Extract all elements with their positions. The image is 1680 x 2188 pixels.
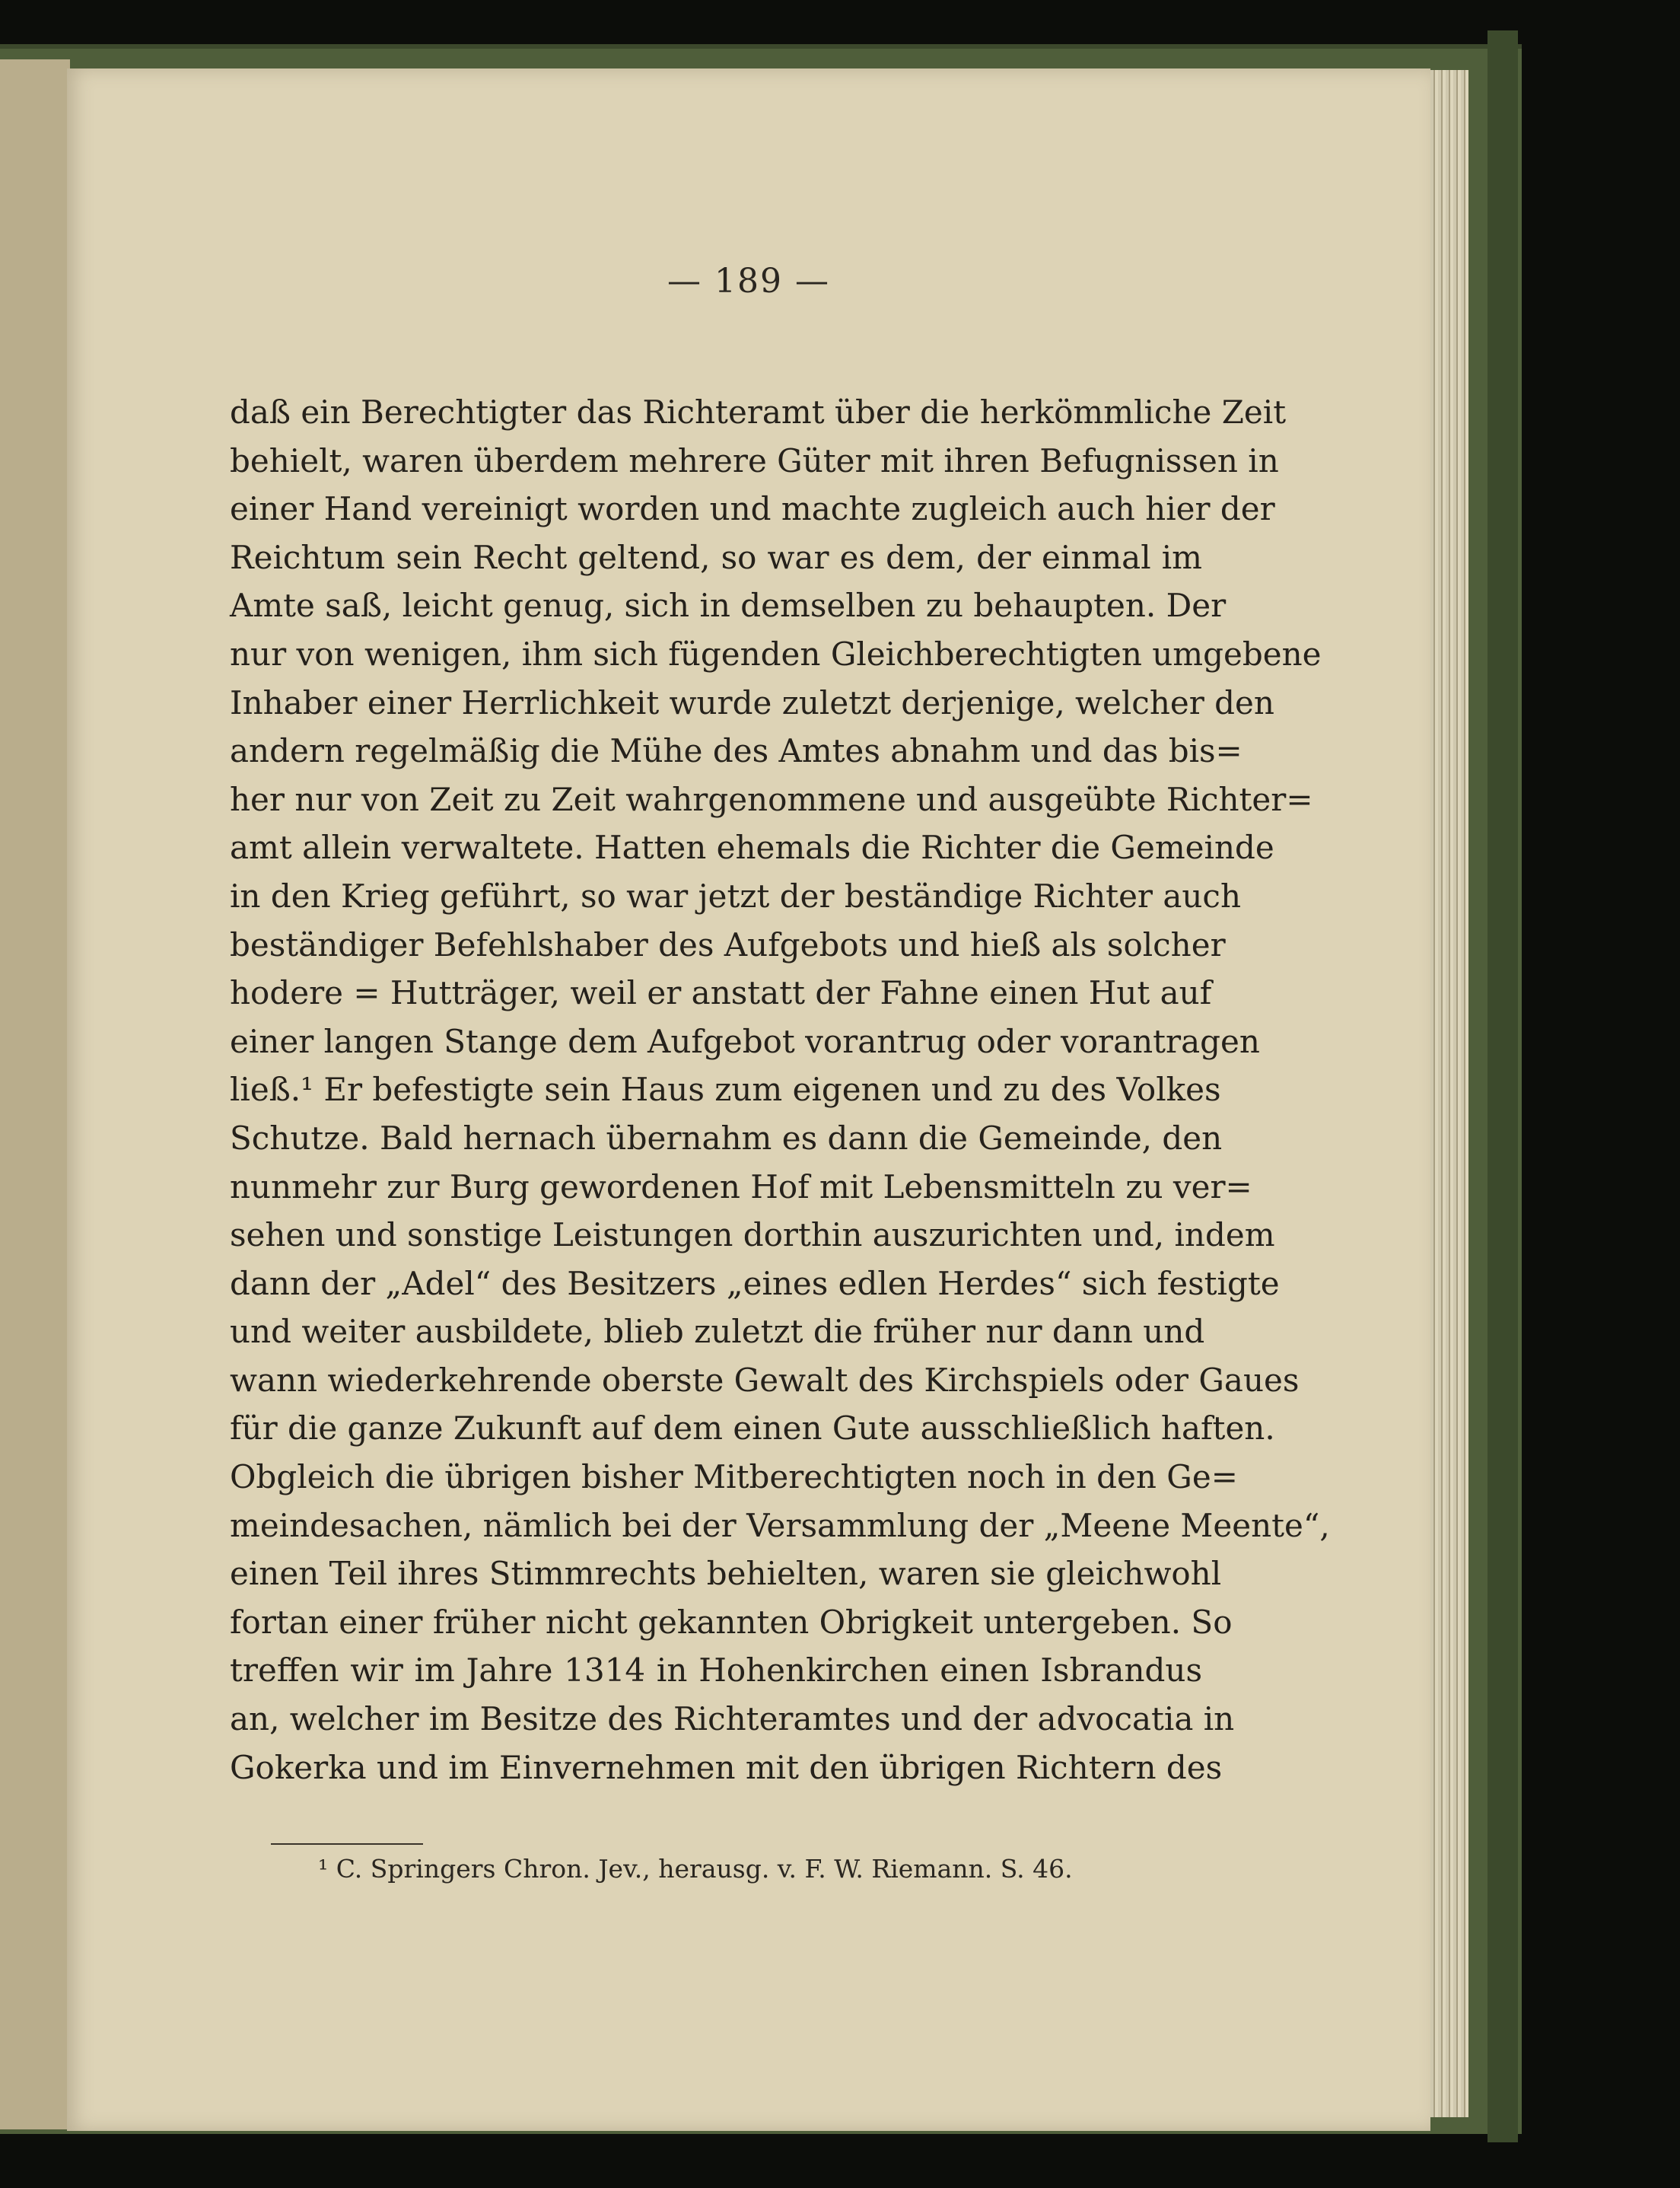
- text-line: nur von wenigen, ihm sich fügenden Gleichberechtigten umgebene: [230, 635, 1322, 673]
- body-text: [230, 388, 1330, 1791]
- text-line: andern regelmäßig die Mühe des Amtes abnahm und das bis=: [230, 732, 1242, 770]
- text-line: Obgleich die übrigen bisher Mitberechtigten noch in den Ge=: [230, 1458, 1238, 1496]
- book-page: [67, 68, 1430, 2131]
- text-line: für die ganze Zukunft auf dem einen Gute ausschließlich haften.: [230, 1409, 1275, 1448]
- text-line: Inhaber einer Herrlichkeit wurde zuletzt derjenige, welcher den: [230, 683, 1274, 721]
- text-line: meindesachen, nämlich bei der Versammlung der „Meene Meente“,: [230, 1506, 1330, 1544]
- text-line: wann wiederkehrende oberste Gewalt des Kirchspiels oder Gaues: [230, 1361, 1300, 1399]
- footnote-divider: [271, 1843, 423, 1845]
- facing-page-edge: [0, 59, 70, 2129]
- book-spine-edge: [1488, 30, 1518, 2142]
- text-line: treffen wir im Jahre 1314 in Hohenkirchen einen Isbrandus: [230, 1651, 1202, 1690]
- text-line: Gokerka und im Einvernehmen mit den übrigen Richtern des: [230, 1748, 1223, 1786]
- text-line: nunmehr zur Burg gewordenen Hof mit Lebensmitteln zu ver=: [230, 1167, 1252, 1205]
- text-line: beständiger Befehlshaber des Aufgebots und hieß als solcher: [230, 925, 1226, 963]
- text-line: her nur von Zeit zu Zeit wahrgenommene und ausgeübte Richter=: [230, 780, 1313, 818]
- text-line: daß ein Berechtigter das Richteramt über die herkömmliche Zeit: [230, 393, 1287, 431]
- text-line: einer langen Stange dem Aufgebot vorantrug oder vorantragen: [230, 1022, 1260, 1060]
- text-line: an, welcher im Besitze des Richteramtes und der advocatia in: [230, 1700, 1235, 1738]
- text-line: fortan einer früher nicht gekannten Obrigkeit untergeben. So: [230, 1603, 1233, 1641]
- text-line: behielt, waren überdem mehrere Güter mit ihren Befugnissen in: [230, 441, 1279, 479]
- text-line: und weiter ausbildete, blieb zuletzt die früher nur dann und: [230, 1313, 1205, 1351]
- footnote: ¹ C. Springers Chron. Jev., herausg. v. F. W. Riemann. S. 46.: [318, 1854, 1073, 1884]
- text-line: dann der „Adel“ des Besitzers „eines edlen Herdes“ sich festigte: [230, 1264, 1280, 1302]
- text-line: ließ.¹ Er befestigte sein Haus zum eigenen und zu des Volkes: [230, 1071, 1221, 1109]
- text-line: in den Krieg geführt, so war jetzt der beständige Richter auch: [230, 877, 1242, 915]
- text-line: Reichtum sein Recht geltend, so war es dem, der einmal im: [230, 538, 1202, 576]
- text-line: Schutze. Bald hernach übernahm es dann die Gemeinde, den: [230, 1119, 1223, 1157]
- page-number: — 189 —: [667, 262, 830, 301]
- text-line: Amte saß, leicht genug, sich in demselben zu behaupten. Der: [230, 587, 1227, 625]
- text-line: sehen und sonstige Leistungen dorthin auszurichten und, indem: [230, 1216, 1275, 1254]
- text-line: einen Teil ihres Stimmrechts behielten, waren sie gleichwohl: [230, 1555, 1222, 1593]
- text-line: einer Hand vereinigt worden und machte zugleich auch hier der: [230, 490, 1275, 528]
- text-line: amt allein verwaltete. Hatten ehemals die Richter die Gemeinde: [230, 829, 1274, 867]
- text-line: hodere = Hutträger, weil er anstatt der Fahne einen Hut auf: [230, 974, 1212, 1012]
